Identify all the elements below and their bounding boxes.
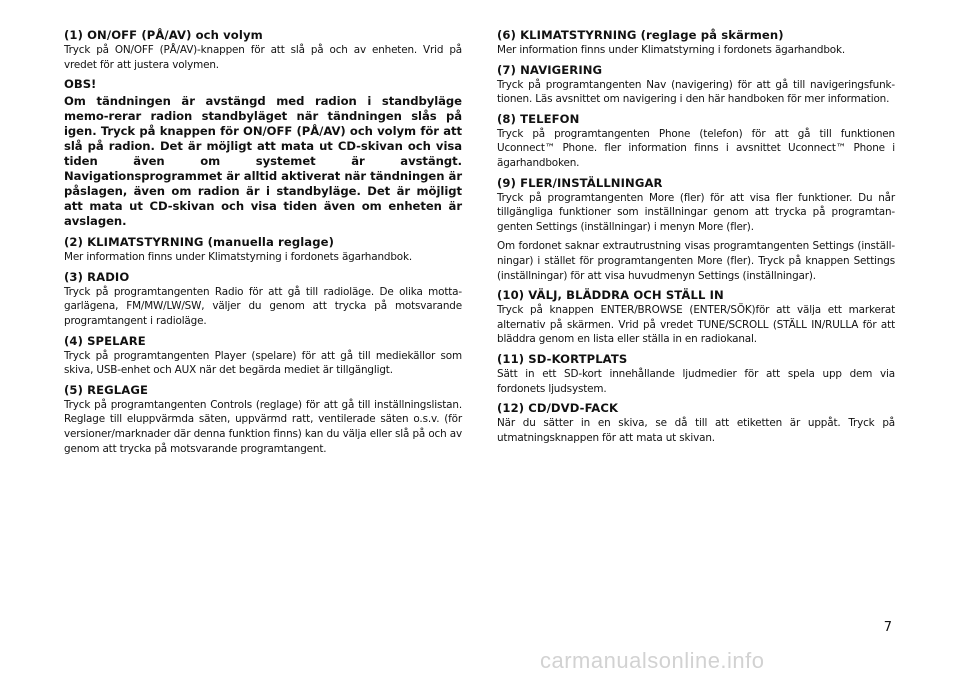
section-player [64, 334, 462, 378]
section-heading: (4) SPELARE [64, 333, 146, 348]
section-heading: (3) RADIO [64, 269, 130, 284]
section-body: Tryck på ON/OFF (PÅ/AV)-knappen för att slå på och av enheten. Vrid på vredet för att justera volymen. [64, 44, 462, 71]
section-body: Tryck på programtangenten Controls (reglage) för att gå till inställningslistan. Reglage till eluppvärmda säten, uppvärmd ratt, ventilerade säten o.s.v. (för versioner/marknader där denna funktion finns) kan du välja eller slå på och av genom att trycka på motsvarande programtangent. [64, 398, 462, 455]
section-heading: (2) KLIMATSTYRNING (manuella reglage) [64, 235, 334, 250]
section-heading: (10) VÄLJ, BLÄDDRA OCH STÄLL IN [497, 288, 724, 303]
section-select-browse [497, 288, 895, 347]
section-phone [497, 112, 895, 171]
section-heading: (12) CD/DVD-FACK [497, 401, 619, 416]
section-more-settings [497, 176, 895, 284]
section-body: Tryck på programtangenten Nav (navigering) för att gå till navigeringsfunk-tionen. Läs avsnittet om navigering i den här handboken för mer information. [497, 78, 895, 106]
section-navigation [497, 63, 895, 107]
note-body: Om tändningen är avstängd med radion i standbyläge memo-rerar radion standbyläget när tändningen slås på igen. Tryck på knappen för ON/OFF (PÅ/AV) och volym för att slå på radion. Det är möjligt att mata ut CD-skivan och visa tiden även om systemet är avstängt. Navigationsprogrammet är alltid aktiverat när tändningen är påslagen, även om radion är i standbyläge. Det är möjligt att mata ut CD-skivan och visa tiden även om enheten är avslagen. [64, 94, 462, 229]
section-body: När du sätter in en skiva, se då till att etiketten är uppåt. Tryck på utmatningsknappen för att mata ut skivan. [497, 417, 895, 444]
section-heading: (11) SD-KORTPLATS [497, 351, 628, 366]
section-body-extra: Om fordonet saknar extrautrustning visas programtangenten Settings (inställ-ningar) i stället för programtangenten More (fler). Tryck på knappen Settings (inställningar) för att visa huvudmenyn Settings (inställningar). [497, 240, 895, 282]
section-heading: (7) NAVIGERING [497, 62, 603, 77]
section-body: Mer information finns under Klimatstyrning i fordonets ägarhandbok. [497, 44, 845, 56]
section-heading: (1) ON/OFF (PÅ/AV) och volym [64, 28, 263, 42]
section-heading: (8) TELEFON [497, 111, 580, 126]
section-body: Tryck på programtangenten Radio för att gå till radioläge. De olika motta-garlägena, FM/MW/LW/SW, väljer du genom att trycka på motsvarande programtangent i radioläge. [64, 285, 462, 327]
section-climate-manual [64, 235, 462, 265]
section-body: Sätt in ett SD-kort innehållande ljudmedier för att spela upp dem via fordonets ljudsystem. [497, 367, 895, 395]
section-climate-screen [497, 28, 895, 58]
note-box [64, 77, 462, 229]
section-sd-slot [497, 352, 895, 396]
section-body: Tryck på programtangenten Phone (telefon) för att gå till funktionen Uconnect™ Phone. fler information finns i avsnittet Uconnect™ Phone i ägarhandboken. [497, 127, 895, 169]
section-heading: (6) KLIMATSTYRNING (reglage på skärmen) [497, 28, 784, 42]
page-number: 7 [883, 620, 892, 635]
note-title: OBS! [64, 77, 97, 92]
section-controls [64, 383, 462, 456]
watermark: carmanualsonline.info [540, 648, 765, 673]
section-radio [64, 270, 462, 329]
section-cd-dvd-slot [497, 401, 895, 445]
section-body: Tryck på programtangenten More (fler) för att visa fler funktioner. Du når tillgängliga funktioner som inställningar genom att trycka på programtan-genten Settings (inställningar) i menyn More (fler). [497, 191, 895, 233]
section-body: Mer information finns under Klimatstyrning i fordonets ägarhandbok. [64, 251, 412, 264]
section-body: Tryck på programtangenten Player (spelare) för att gå till mediekällor som skiva, USB-enhet och AUX när det begärda mediet är tillgängligt. [64, 349, 462, 377]
section-body: Tryck på knappen ENTER/BROWSE (ENTER/SÖK)för att välja ett markerat alternativ på skärmen. Vrid på vredet TUNE/SCROLL (STÄLL IN/RULLA för att bläddra genom en lista eller ställa in en radiokanal. [497, 304, 895, 346]
section-on-off-volume [64, 28, 462, 72]
section-heading: (5) REGLAGE [64, 382, 148, 397]
left-column [64, 28, 462, 461]
right-column [497, 28, 895, 450]
section-heading: (9) FLER/INSTÄLLNINGAR [497, 175, 663, 190]
